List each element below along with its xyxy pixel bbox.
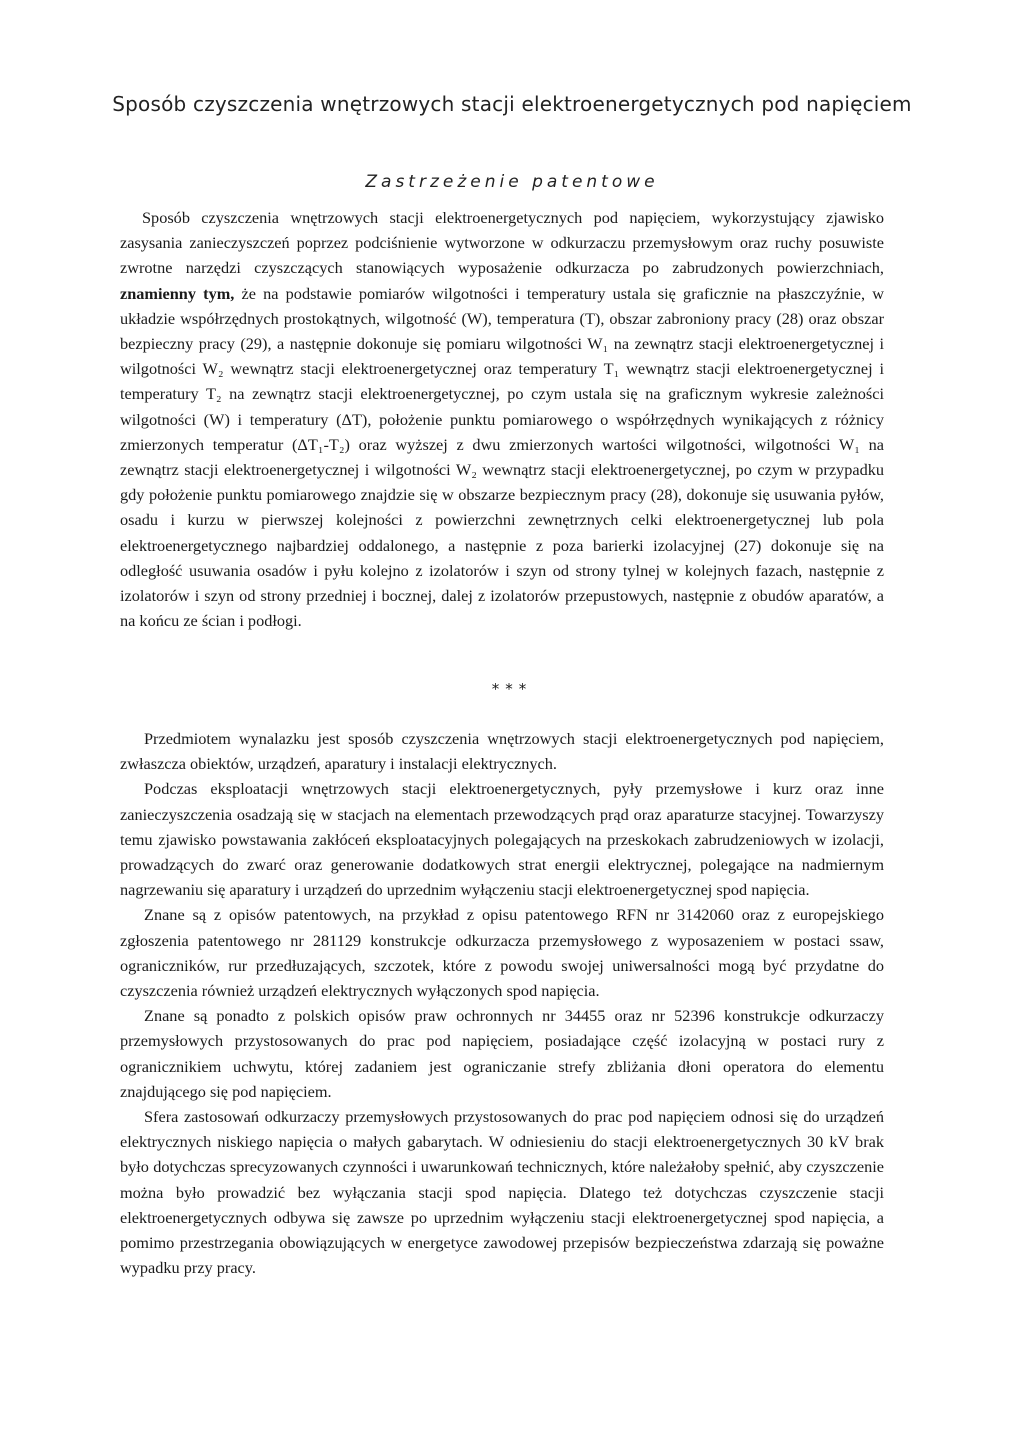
- paragraph: Podczas eksploatacji wnętrzowych stacji elektroenergetycznych, pyły przemysłowe i kurz oraz inne zanieczyszczenia osadzają się w stacjach na elementach przewodzących prąd oraz aparaturze stacyjnej. Towarzyszy temu zjawisko powstawania zakłóceń eksploatacyjnych polegających na przeskokach zabrudzeniowych w izolacji, prowadzących do zwarć oraz generowanie dodatkowych strat energii elektrycznej, polegające na nadmiernym nagrzewaniu się aparatury i urządzeń do uprzednim wyłączeniu stacji elektroenergetycznej spod napięcia.: [120, 779, 884, 900]
- patent-claim: [120, 205, 884, 633]
- description-body: [120, 726, 884, 1280]
- document-title: Sposób czyszczenia wnętrzowych stacji elektroenergetycznych pod napięciem: [112, 92, 912, 116]
- claims-heading: Zastrzeżenie patentowe: [365, 172, 659, 192]
- paragraph: Sfera zastosowań odkurzaczy przemysłowych przystosowanych do prac pod napięciem odnosi się do urządzeń elektrycznych niskiego napięcia o małych gabarytach. W odniesieniu do stacji elektroenergetycznych 30 kV brak było dotychczas sprecyzowanych czynności i uwarunkowań technicznych, które należałoby spełnić, aby czyszczenie można było prowadzić bez wyłączania stacji spod napięcia. Dlatego też dotychczas czyszczenie stacji elektroenergetycznych odbywa się zawsze po uprzednim wyłączeniu stacji elektroenergetycznej spod napięcia, a pomimo przestrzegania obowiązujących w energetyce zawodowej przepisów bezpieczeństwa zdarzają się poważne wypadku przy pracy.: [120, 1107, 884, 1278]
- claim-text-part2: że na podstawie pomiarów wilgotności i temperatury ustala się graficznie na płaszczyźnie, w układzie współrzędnych prostokątnych, wilgotność (W), temperatura (T), obszar zabroniony pracy (28) oraz obszar bezpieczny pracy (29), a następnie dokonuje się pomiaru wilgotności W₁ na zewnątrz stacji elektroenergetycznej i wilgotności W₂ wewnątrz stacji elektroenergetycznej oraz temperatury T₁ wewnątrz stacji elektroenergetycznej i temperatury T₂ na zewnątrz stacji elektroenergetycznej, po czym ustala się na graficznym wykresie zależności wilgotności (W) i temperatury (ΔT), położenie punktu pomiarowego o współrzędnych wynikających z różnicy zmierzonych temperatur (ΔT₁-T₂) oraz wyższej z dwu zmierzonych wartości wilgotności, wilgotności W₁ na zewnątrz stacji elektroenergetycznej i wilgotności W₂ wewnątrz stacji elektroenergetycznej, po czym w przypadku gdy położenie punktu pomiarowego znajdzie się w obszarze bezpiecznym pracy (28), dokonuje się usuwania pyłów, osadu i kurzu w pierwszej kolejności z powierzchni zewnętrznych celki elektroenergetycznej lub pola elektroenergetycznego najbardziej oddalonego, a następnie z poza barierki izolacyjnej (27) dokonuje się na odległość usuwania osadów i pyłu kolejno z izolatorów i szyn od strony tylnej w kolejnych fazach, następnie z izolatorów i szyn od strony przedniej i bocznej, dalej z izolatorów przepustowych, następnie z obudów aparatów, a na końcu ze ścian i podłogi.: [120, 283, 884, 631]
- paragraph: Znane są z opisów patentowych, na przykład z opisu patentowego RFN nr 3142060 oraz z europejskiego zgłoszenia patentowego nr 281129 konstrukcje odkurzacza przemysłowego z wyposazeniem w postaci ssaw, ograniczników, rur przedłuzających, szczotek, które z powodu swojej uniwersalności mogą być przydatne do czyszczenia również urządzeń elektrycznych wyłączonych spod napięcia.: [120, 905, 884, 1001]
- claim-emphasis: znamienny tym,: [120, 283, 235, 303]
- claim-text-part1: Sposób czyszczenia wnętrzowych stacji elektroenergetycznych pod napięciem, wykorzystujący zjawisko zasysania zanieczyszczeń poprzez podciśnienie wytworzone w odkurzaczu przemysłowym oraz ruchy posuwiste zwrotne narzędzi czyszczących stanowiących wyposażenie odkurzacza po zabrudzonych powierzchniach,: [120, 208, 884, 278]
- section-separator: ***: [491, 680, 533, 698]
- paragraph: Przedmiotem wynalazku jest sposób czyszczenia wnętrzowych stacji elektroenergetycznych pod napięciem, zwłaszcza obiektów, urządzeń, aparatury i instalacji elektrycznych.: [120, 729, 884, 774]
- paragraph: Znane są ponadto z polskich opisów praw ochronnych nr 34455 oraz nr 52396 konstrukcje odkurzaczy przemysłowych przystosowanych do prac pod napięciem, posiadające część izolacyjną w postaci rury z ogranicznikiem uchwytu, której zadaniem jest ograniczanie strefy zbliżania dłoni operatora do elementu znajdującego się pod napięciem.: [120, 1006, 884, 1101]
